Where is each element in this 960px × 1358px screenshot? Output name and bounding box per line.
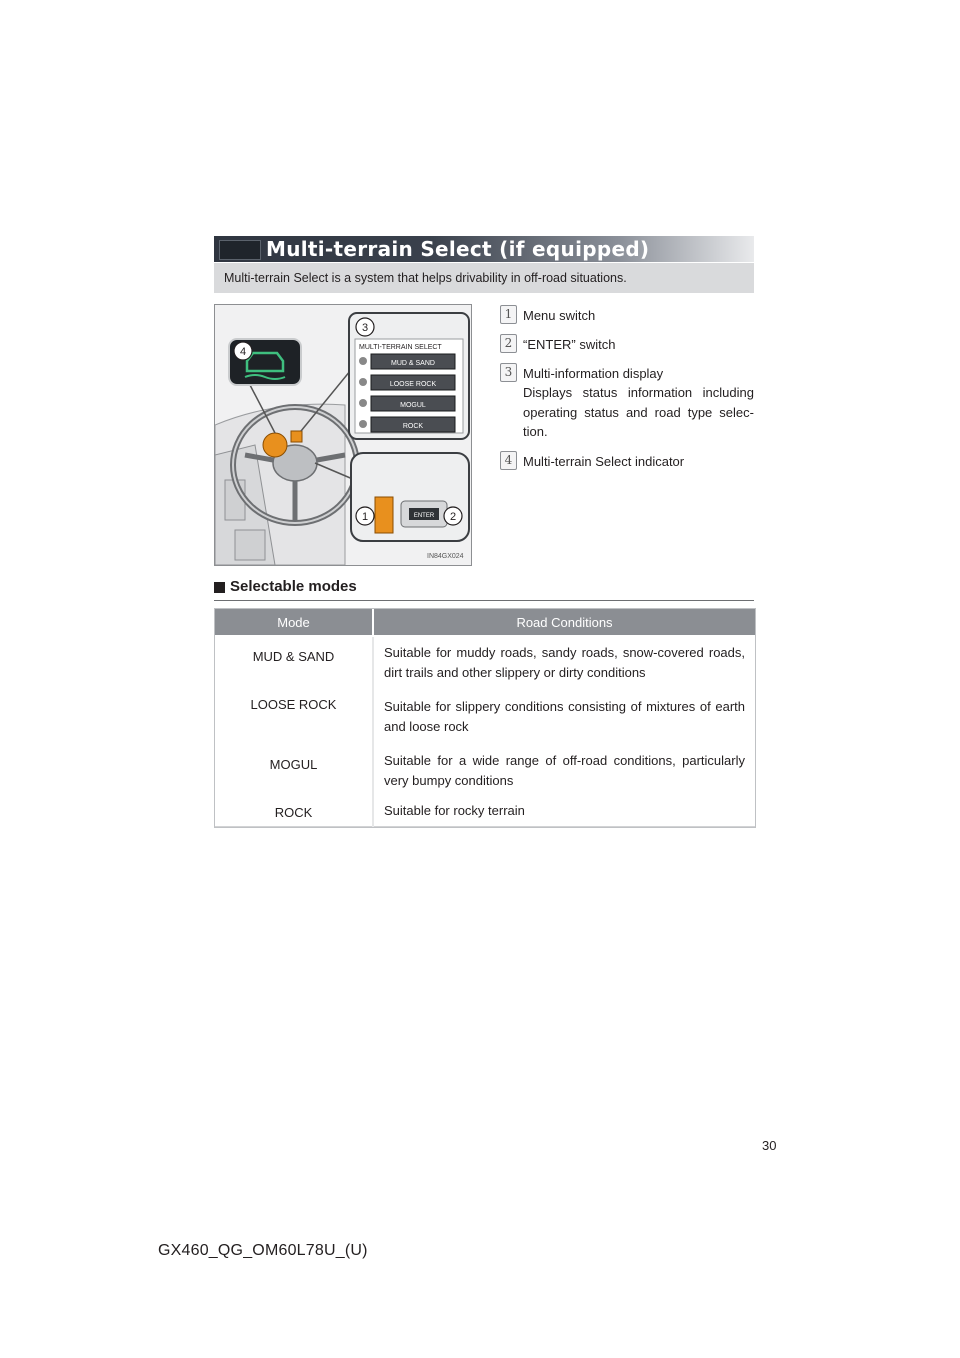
mode-cell: LOOSE ROCK — [215, 690, 373, 744]
dashboard-illustration — [214, 304, 472, 566]
screen-item-3: MOGUL — [400, 402, 426, 409]
screen-item-2: LOOSE ROCK — [389, 381, 437, 388]
table-row — [215, 690, 755, 744]
callout-number: 4 — [500, 451, 517, 470]
illustration-code: IN84GX024 — [427, 553, 464, 560]
marker-2: 2 — [449, 511, 457, 523]
heading-square-icon — [214, 582, 225, 593]
condition-cell: Suitable for slippery conditions consisting of mixtures of earth and loose rock — [373, 690, 755, 744]
callout-number: 1 — [500, 305, 517, 324]
selectable-modes-heading — [214, 578, 754, 601]
callout-number: 2 — [500, 334, 517, 353]
section-title: Multi-terrain Select (if equipped) — [266, 237, 650, 261]
heading-text: Selectable modes — [230, 578, 357, 595]
page-number: 30 — [762, 1138, 777, 1153]
callout-4 — [500, 452, 754, 471]
screen-item-1: MUD & SAND — [391, 360, 435, 367]
section-tab-graphic — [219, 240, 261, 260]
callout-1 — [500, 306, 754, 325]
dashboard-drawing — [215, 305, 471, 565]
section-intro-text: Multi-terrain Select is a system that helps drivability in off-road situations. — [224, 271, 627, 285]
section-intro — [214, 263, 754, 293]
section-header — [214, 236, 754, 262]
marker-4: 4 — [239, 346, 247, 358]
callout-label: Menu switch — [523, 308, 596, 323]
marker-3: 3 — [361, 322, 369, 334]
condition-cell: Suitable for muddy roads, sandy roads, snow-covered roads, dirt trails and other slippery or dirty conditions — [373, 636, 755, 690]
table-row — [215, 744, 755, 798]
callout-list — [500, 306, 754, 481]
document-code-footer: GX460_QG_OM60L78U_(U) — [158, 1242, 368, 1259]
header-road-conditions: Road Conditions — [373, 609, 755, 636]
screen-item-4: ROCK — [402, 423, 424, 430]
table-row — [215, 798, 755, 827]
mode-cell: MUD & SAND — [215, 636, 373, 690]
condition-cell: Suitable for rocky terrain — [373, 798, 755, 827]
enter-switch-label: ENTER — [413, 513, 435, 519]
mode-cell: MOGUL — [215, 744, 373, 798]
callout-label: Multi-information display — [523, 366, 664, 381]
screen-title: MULTI-TERRAIN SELECT — [359, 344, 442, 351]
header-mode: Mode — [215, 609, 373, 636]
callout-3 — [500, 364, 754, 442]
callout-number: 3 — [500, 363, 517, 382]
callout-label: “ENTER” switch — [523, 337, 616, 352]
condition-cell: Suitable for a wide range of off-road conditions, particularly very bumpy conditions — [373, 744, 755, 798]
modes-table — [214, 608, 756, 828]
marker-1: 1 — [361, 511, 369, 523]
callout-2 — [500, 335, 754, 354]
callout-label: Multi-terrain Select indicator — [523, 453, 685, 469]
table-row — [215, 636, 755, 690]
mode-cell: ROCK — [215, 798, 373, 827]
callout-description: Displays status information including operating status and road type selec-tion. — [523, 385, 754, 439]
